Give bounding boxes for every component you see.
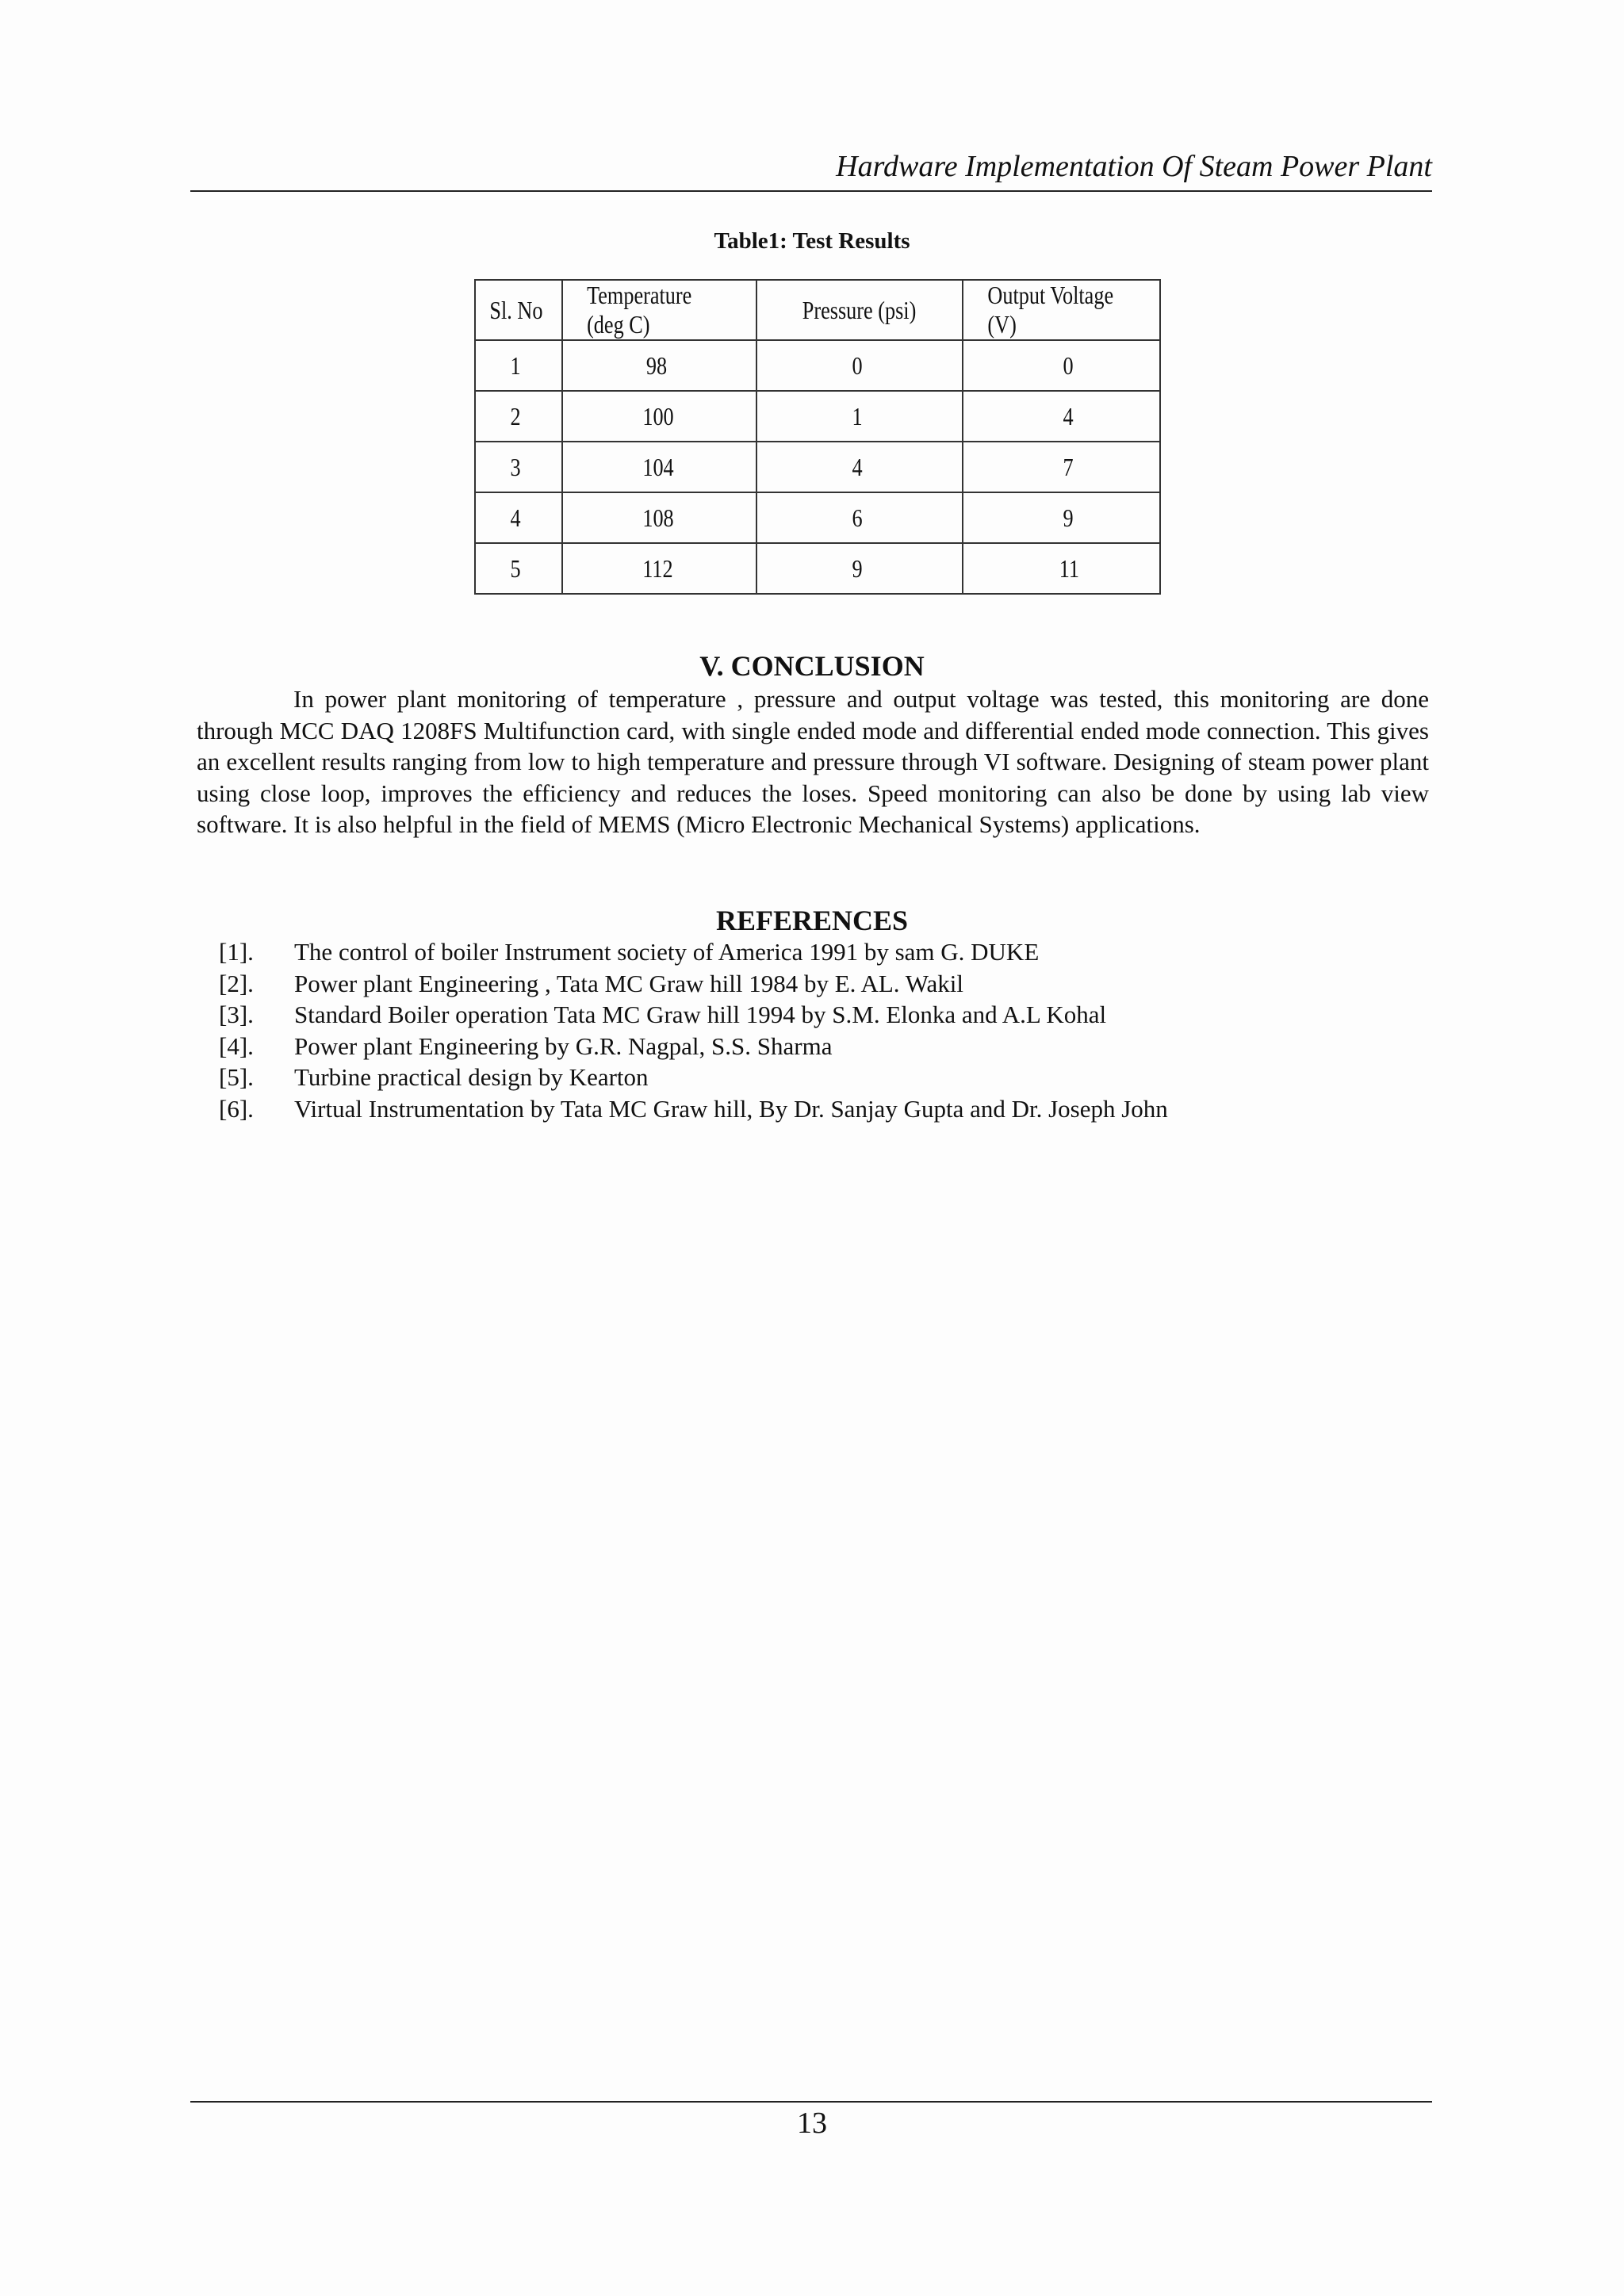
column-header-output-voltage: Output Voltage (V) (963, 280, 1160, 340)
table-cell-sl-no: 4 (475, 492, 562, 543)
table-cell-pressure: 9 (756, 543, 963, 594)
table-row (475, 340, 1160, 391)
reference-number: [6]. (219, 1094, 254, 1123)
table-cell-output-voltage: 11 (963, 543, 1160, 594)
reference-item (219, 999, 1432, 1031)
table-cell-pressure: 0 (756, 340, 963, 391)
references-heading: REFERENCES (715, 905, 909, 936)
reference-text: Virtual Instrumentation by Tata MC Graw hill, By Dr. Sanjay Gupta and Dr. Joseph John (294, 1094, 1168, 1123)
table-cell-output-voltage: 4 (963, 391, 1160, 442)
table-cell-sl-no: 1 (475, 340, 562, 391)
table-cell-sl-no: 3 (475, 442, 562, 492)
page-number: 13 (797, 2107, 827, 2140)
table-cell-temperature: 108 (562, 492, 756, 543)
reference-text: Power plant Engineering , Tata MC Graw hill 1984 by E. AL. Wakil (294, 969, 963, 997)
reference-number: [3]. (219, 1001, 254, 1029)
table-cell-pressure: 4 (756, 442, 963, 492)
reference-item (219, 936, 1432, 968)
conclusion-heading: V. CONCLUSION (699, 650, 925, 682)
reference-text: Turbine practical design by Kearton (294, 1063, 649, 1092)
column-header-temperature: Temperature (deg C) (562, 280, 756, 340)
table-row (475, 442, 1160, 492)
table-cell-temperature: 112 (562, 543, 756, 594)
conclusion-paragraph: In power plant monitoring of temperature , pressure and output voltage was tested, this monitoring are done through MCC DAQ 1208FS Multifunction card, with single ended mode and differential ended mode connection. This gives an excellent results ranging from low to high temperature and pressure through VI software. Designing of steam power plant using close loop, improves the efficiency and reduces the loses. Speed monitoring can also be done by using lab view software. It is also helpful in the field of MEMS (Micro Electronic Mechanical Systems) applications. (197, 685, 1429, 839)
table-row (475, 391, 1160, 442)
running-header-title: Hardware Implementation Of Steam Power Plant (836, 150, 1432, 183)
table-cell-temperature: 104 (562, 442, 756, 492)
reference-item (219, 1062, 1432, 1093)
header-rule (190, 190, 1432, 192)
reference-item (219, 1031, 1432, 1062)
table-cell-output-voltage: 9 (963, 492, 1160, 543)
table-cell-output-voltage: 7 (963, 442, 1160, 492)
reference-number: [2]. (219, 969, 254, 997)
table-cell-pressure: 6 (756, 492, 963, 543)
reference-text: Power plant Engineering by G.R. Nagpal, S.S. Sharma (294, 1031, 833, 1060)
reference-text: The control of boiler Instrument society of America 1991 by sam G. DUKE (294, 938, 1040, 966)
table-caption: Table1: Test Results (714, 228, 910, 254)
reference-number: [1]. (219, 938, 254, 966)
test-results-table (474, 279, 1161, 595)
reference-number: [4]. (219, 1031, 254, 1060)
table-header-row (475, 280, 1160, 340)
references-list (219, 936, 1432, 1125)
reference-item (219, 968, 1432, 1000)
table-cell-sl-no: 5 (475, 543, 562, 594)
column-header-sl-no: Sl. No (475, 280, 562, 340)
table-cell-sl-no: 2 (475, 391, 562, 442)
column-header-pressure: Pressure (psi) (756, 280, 963, 340)
reference-item (219, 1093, 1432, 1125)
table-cell-temperature: 100 (562, 391, 756, 442)
reference-number: [5]. (219, 1063, 254, 1092)
reference-text: Standard Boiler operation Tata MC Graw hill 1994 by S.M. Elonka and A.L Kohal (294, 1001, 1107, 1029)
table-row (475, 543, 1160, 594)
table-cell-output-voltage: 0 (963, 340, 1160, 391)
footer-rule (190, 2101, 1432, 2103)
table-row (475, 492, 1160, 543)
table-cell-pressure: 1 (756, 391, 963, 442)
table-cell-temperature: 98 (562, 340, 756, 391)
